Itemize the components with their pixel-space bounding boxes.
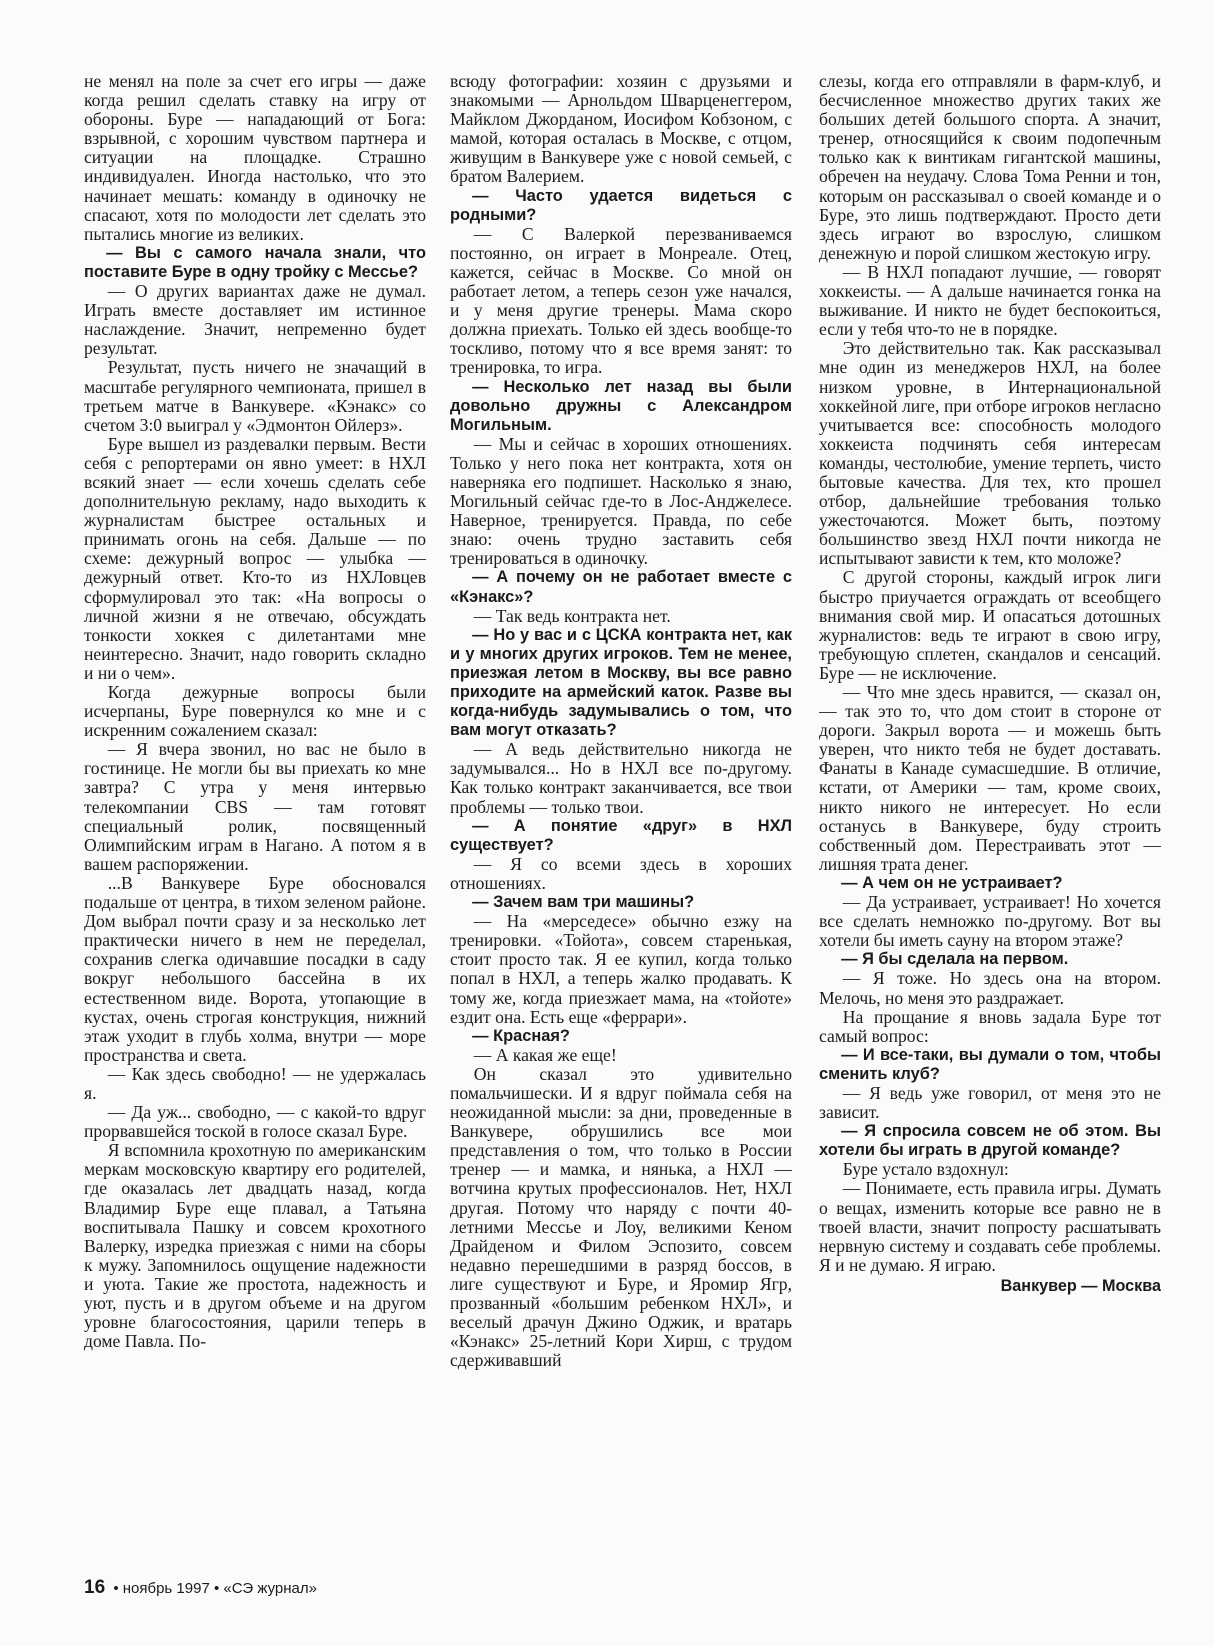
paragraph: Буре устало вздохнул:	[842, 1159, 1009, 1180]
paragraph: Я вспомнила крохотную по американским меркам московскую квартиру его родителей, где оказалась лет двадцать назад, когда Владимир Буре еще плавал, а Татьяна воспитывала Пашку и совсем крохотного Валерку, изредка приезжая с ними на сборы к мужу. Запомнилось ощущение надежности и уюта. Такие же простота, надежность и уют, пусть и в другом объеме и на другом уровне благосостояния, царили теперь в доме Павла. По-	[84, 1140, 426, 1352]
interview-question: — И все-таки, вы думали о том, чтобы сменить клуб?	[819, 1045, 1161, 1083]
paragraph: — О других вариантах даже не думал. Играть вместе доставляет им истинное наслаждение. Значит, непременно будет результат.	[84, 281, 426, 359]
magazine-name: «СЭ журнал»	[223, 1580, 317, 1597]
interview-question: — Зачем вам три машины?	[472, 893, 695, 912]
text-column-1	[84, 72, 426, 1517]
paragraph: — Что мне здесь нравится, — сказал он, — так это то, что дом стоит в стороне от дороги. Закрыл ворота — и можешь быть уверен, что никто тебя не будет доставать. Фанаты в Канаде сумасшедшие. В отличие, кстати, от Америки — там, кроме своих, никто никого не интересует. Но если останусь в Ванкувере, буду строить собственный дом. Перестраивать этот — лишняя трата денег.	[819, 682, 1161, 874]
paragraph: — Я тоже. Но здесь она на втором. Мелочь, но меня это раздражает.	[819, 968, 1161, 1008]
interview-question: — Но у вас и с ЦСКА контракта нет, как и у многих других игроков. Тем не менее, приезжая летом в Москву, вы все равно приходите на армейский каток. Разве вы когда-нибудь задумывались о том, что вам могут отказать?	[450, 625, 792, 740]
paragraph: Это действительно так. Как рассказывал мне один из менеджеров НХЛ, на более низком уровне, в Интернациональной хоккейной лиге, при отборе игроков негласно учитывается все: способность молодого хоккеиста подчинять себя интересам команды, честолюбие, умение терпеть, чисто бытовые качества. Для тех, кто прошел отбор, дальнейшие требования только ужесточаются. Может быть, поэтому большинство звезд НХЛ почти никогда не испытывают зависти к тем, кто моложе?	[819, 338, 1161, 569]
paragraph: — На «мерседесе» обычно езжу на тренировки. «Тойота», совсем старенькая, стоит просто так. Я ее купил, когда только попал в НХЛ, а теперь жалко продавать. К тому же, когда приезжает мама, на «тойоте» ездит она. Есть еще «феррари».	[450, 911, 792, 1027]
issue-date: ноябрь 1997	[122, 1580, 210, 1597]
footer-separator: •	[113, 1580, 119, 1597]
paragraph: — Понимаете, есть правила игры. Думать о вещах, изменить которые все равно не в твоей власти, значит попросту расшатывать нервную систему и создавать себе проблемы. Я и не думаю. Я играю.	[819, 1178, 1161, 1275]
interview-question: — А понятие «друг» в НХЛ существует?	[450, 816, 792, 854]
paragraph: С другой стороны, каждый игрок лиги быстро приучается ограждать от всеобщего внимания свой мир. И опасаться дотошных журналистов: ведь те играют в свою игру, требующую сплетен, скандалов и сенсаций. Буре — не исключение.	[819, 567, 1161, 683]
paragraph: — Как здесь свободно! — не удержалась я.	[84, 1063, 426, 1103]
paragraph: Когда дежурные вопросы были исчерпаны, Буре повернулся ко мне и с искренним сожалением сказал:	[84, 682, 426, 741]
page-number: 16	[84, 1577, 106, 1598]
paragraph: Буре вышел из раздевалки первым. Вести себя с репортерами он явно умеет: в НХЛ всякий знает — если хочешь сделать себе дополнительную рекламу, надо выходить к журналистам быстрее остальных и принимать огонь на себя. Дальше — по схеме: дежурный вопрос — улыбка — дежурный ответ. Кто-то из НХЛовцев сформулировал это так: «На вопросы о личной жизни я не отвечаю, обсуждать тонкости хоккея с дилетантами мне неинтересно. Значит, надо говорить складно и ни о чем».	[84, 433, 426, 683]
paragraph: — А ведь действительно никогда не задумывался... Но в НХЛ все по-другому. Как только контракт заканчивается, все твои проблемы — только твои.	[450, 739, 792, 817]
paragraph: Он сказал это удивительно помальчишески. И я вдруг поймала себя на неожиданной мысли: за дни, проведенные в Ванкувере, обрушились все мои представления о том, что только в России тренер — и мамка, и нянька, а НХЛ — вотчина крутых профессионалов. Нет, НХЛ другая. Потому что наряду с почти 40-летними Мессье и Лоу, великими Кеном Драйденом и Филом Эспозито, совсем недавно перешедшими в разряд боссов, в лиге существуют и Буре, и Яромир Ягр, прозванный «большим ребенком НХЛ», и веселый драчун Джино Оджик, и вратарь «Кэнакс» 25-летний Кори Хирш, с трудом сдерживавший	[450, 1063, 792, 1371]
paragraph: — Я ведь уже говорил, от меня это не зависит.	[819, 1082, 1161, 1123]
paragraph: — Так ведь контракта нет.	[473, 605, 671, 626]
paragraph: Результат, пусть ничего не значащий в масштабе регулярного чемпионата, пришел в третьем матче в Ванкувере. «Кэнакс» со счетом 3:0 выиграл у «Эдмонтон Ойлерз».	[84, 357, 426, 435]
interview-question: — А почему он не работает вместе с «Кэнакс»?	[450, 568, 792, 606]
paragraph: — С Валеркой перезваниваемся постоянно, он играет в Монреале. Отец, кажется, сейчас в Москве. Со мной он работает летом, а теперь сезон уже начался, и у меня другие тренеры. Мама скоро должна приехать. Только ей здесь вообще-то тоскливо, потому что я все время занят: то тренировка, то игра.	[450, 223, 792, 378]
interview-question: — Вы с самого начала знали, что поставите Буре в одну тройку с Мессье?	[84, 243, 426, 281]
interview-question: — Я бы сделала на первом.	[841, 950, 1069, 969]
paragraph: — Да устраивает, устраивает! Но хочется все сделать немножко по-другому. Вот вы хотели бы иметь сауну на втором этаже?	[819, 892, 1161, 951]
paragraph: не менял на поле за счет его игры — даже когда решил сделать ставку на игру от обороны. Буре — нападающий от Бога: взрывной, с хорошим чувством партнера и ситуации на площадке. Страшно индивидуален. Иногда настолько, что это начинает мешать: команду в одиночку не спасают, хотя по молодости лет сделать это пытались многие из великих.	[84, 72, 426, 244]
paragraph: На прощание я вновь задала Буре тот самый вопрос:	[819, 1006, 1161, 1046]
paragraph: всюду фотографии: хозяин с друзьями и знакомыми — Арнольдом Шварценеггером, Майклом Джорданом, Иосифом Кобзоном, с мамой, которая осталась в Москве, с отцом, живущим в Ванкувере уже с новой семьей, с братом Валерием.	[450, 72, 792, 187]
interview-question: — Несколько лет назад вы были довольно дружны с Александром Могильным.	[450, 377, 792, 434]
footer-separator: •	[213, 1580, 220, 1597]
paragraph: — В НХЛ попадают лучшие, — говорят хоккеисты. — А дальше начинается гонка на выживание. И никто не будет беспокоиться, если у тебя что-то не в порядке.	[819, 261, 1161, 340]
interview-question: — Часто удается видеться с родными?	[450, 186, 792, 224]
paragraph: ...В Ванкувере Буре обосновался подальше от центра, в тихом зеленом районе. Дом выбрал почти сразу и за несколько лет практически ничего в нем не переделал, сохранив слегка одичавшие посадки в саду вокруг небольшого бассейна в их естественном виде. Ворота, утопающие в кустах, очень строгая конструкция, нижний этаж уходит в глубь холма, внутри — море пространства и света.	[84, 872, 426, 1065]
paragraph: — Я вчера звонил, но вас не было в гостинице. Не могли бы вы приехать ко мне завтра? С утра у меня интервью телекомпании CBS — там готовят специальный ролик, посвященный Олимпийским играм в Нагано. А потом я в вашем распоряжении.	[84, 739, 426, 874]
text-column-2	[450, 72, 792, 1517]
page-footer	[84, 1577, 317, 1599]
interview-question: — А чем он не устраивает?	[841, 873, 1063, 892]
paragraph: — Я со всеми здесь в хороших отношениях.	[450, 853, 792, 893]
dateline-signature: Ванкувер — Москва	[1000, 1276, 1161, 1295]
interview-question: — Красная?	[472, 1026, 570, 1045]
paragraph: слезы, когда его отправляли в фарм-клуб, и бесчисленное множество других таких же больших детей большого спорта. А значит, тренер, относящийся к своим подопечным только как к винтикам гигантской машины, обречен на неудачу. Слова Тома Ренни и тон, которым он рассказывал о своей команде и о Буре, это лишь подтверждают. Просто дети здесь играют во взрослую, слишком денежную и порой слишком жестокую игру.	[819, 72, 1161, 263]
text-column-3	[819, 72, 1161, 1517]
interview-question: — Я спросила совсем не об этом. Вы хотели бы играть в другой команде?	[819, 1122, 1161, 1160]
paragraph: — Да уж... свободно, — с какой-то вдруг прорвавшейся тоской в голосе сказал Буре.	[84, 1102, 426, 1142]
paragraph: — А какая же еще!	[473, 1044, 617, 1065]
paragraph: — Мы и сейчас в хороших отношениях. Только у него пока нет контракта, хотя он наверняка его подпишет. Насколько я знаю, Могильный сейчас где-то в Лос-Анджелесе. Наверное, тренируется. Правда, по себе знаю: очень трудно заставить себя тренироваться в одиночку.	[450, 433, 792, 569]
